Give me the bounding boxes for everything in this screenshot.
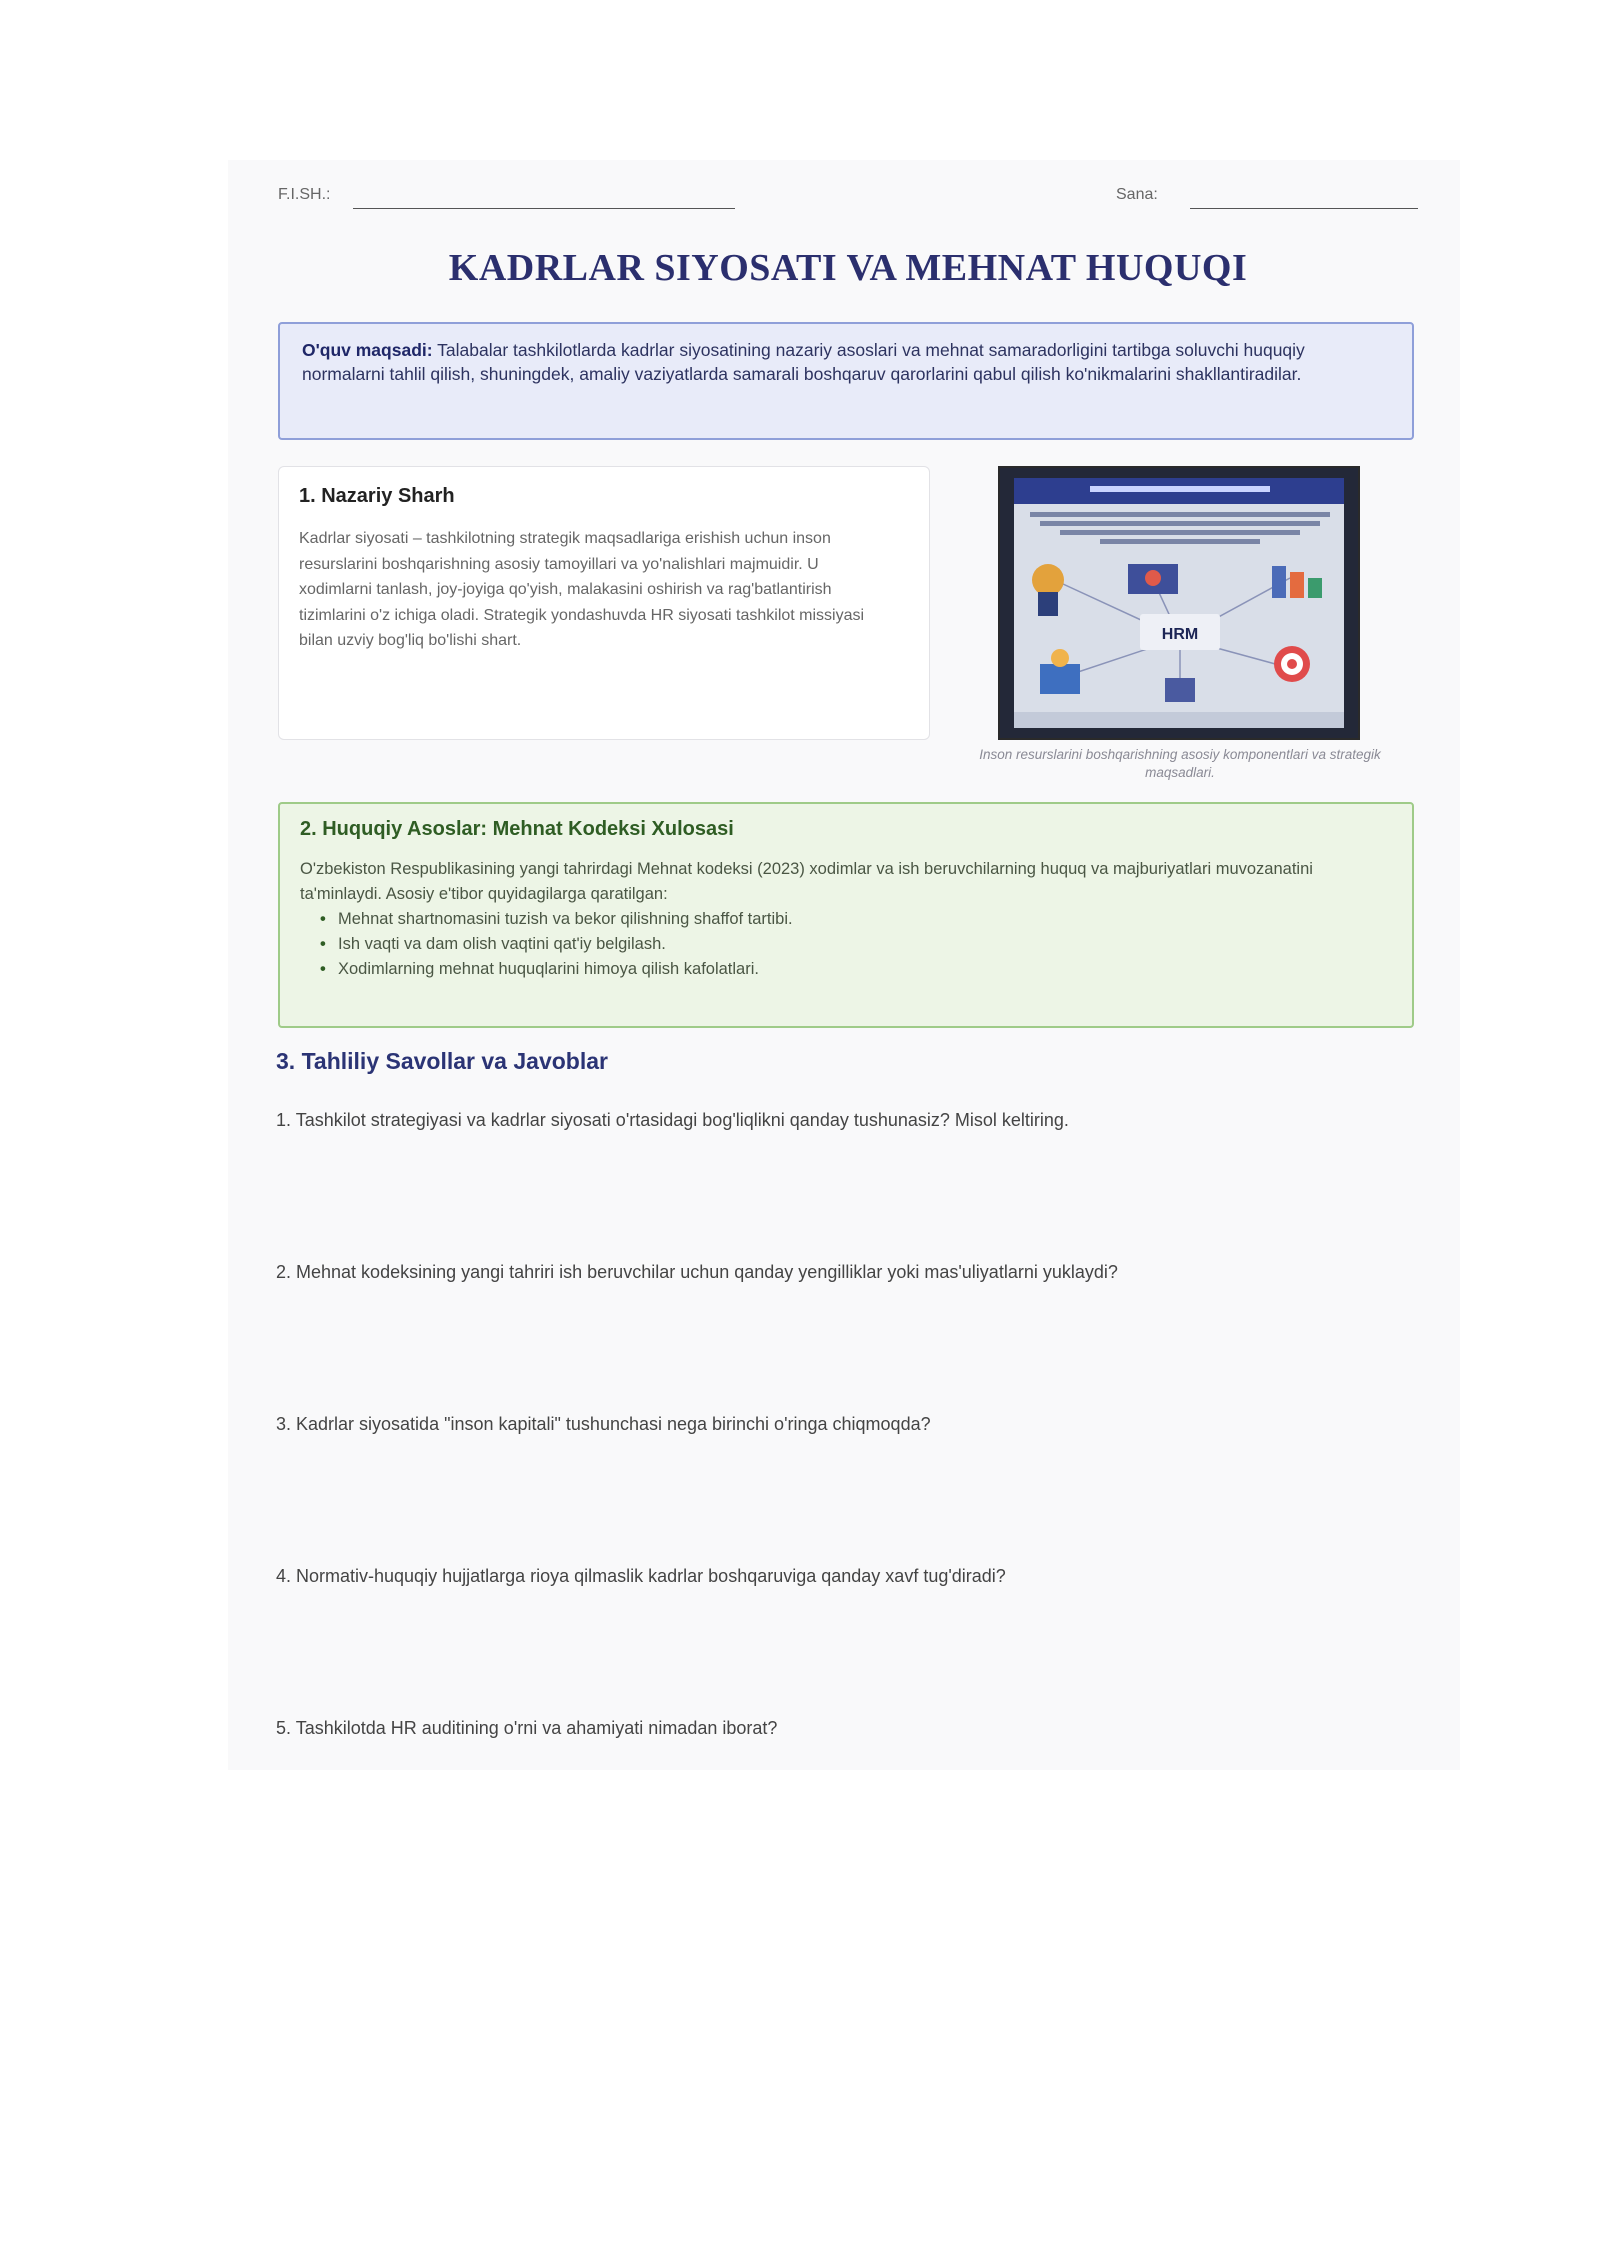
question-3: 3. Kadrlar siyosatida "inson kapitali" tushunchasi nega birinchi o'ringa chiqmoqda?: [276, 1414, 931, 1434]
theory-card: [278, 466, 930, 740]
legal-intro: O'zbekiston Respublikasining yangi tahrirdagi Mehnat kodeksi (2023) xodimlar va ish beruvchilarning huquq va majburiyatlari muvozanatini ta'minlaydi. Asosiy e'tibor quyidagilarga qaratilgan:: [300, 860, 1313, 903]
header-row: [278, 180, 1418, 220]
question-2: 2. Mehnat kodeksining yangi tahriri ish beruvchilar uchun qanday yengilliklar yoki mas'uliyatlarni yuklaydi?: [276, 1262, 1118, 1282]
list-item: • Mehnat shartnomasini tuzish va bekor qilishning shaffof tartibi.: [338, 907, 1392, 932]
hrm-center-label: HRM: [1161, 626, 1199, 643]
hrm-illustration: [998, 466, 1360, 740]
question-4: 4. Normativ-huquqiy hujjatlarga rioya qilmaslik kadrlar boshqaruviga qanday xavf tug'diradi?: [276, 1566, 1006, 1586]
theory-title: 1. Nazariy Sharh: [299, 485, 455, 507]
theory-text: Kadrlar siyosati – tashkilotning strategik maqsadlariga erishish uchun inson resurslarini boshqarishning asosiy tamoyillari va yo'nalishlari majmuidir. U xodimlarni tanlash, joy-joyiga qo'yish, malakasini oshirish va rag'batlantirish tizimlarini o'z ichiga oladi. Strategik yondashuvda HR siyosati tashkilot missiyasi bilan uzviy bog'liq bo'lishi shart.: [299, 530, 865, 649]
legal-title: 2. Huquqiy Asoslar: Mehnat Kodeksi Xulosasi: [300, 818, 734, 840]
objective-text: Talabalar tashkilotlarda kadrlar siyosatining nazariy asoslari va mehnat samaradorligini tartibga soluvchi huquqiy normalarni tahlil qilish, shuningdek, amaliy vaziyatlarda samarali boshqaruv qarorlarini qabul qilish ko'nikmalarini shakllantiradilar.: [302, 340, 1305, 384]
objective-label: O'quv maqsadi:: [302, 340, 433, 360]
date-label: Sana:: [1116, 186, 1158, 203]
name-line: [353, 208, 735, 209]
qa-heading: 3. Tahliliy Savollar va Javoblar: [276, 1048, 608, 1074]
list-item: • Ish vaqti va dam olish vaqtini qat'iy belgilash.: [338, 932, 1392, 957]
legal-box: [278, 802, 1414, 1028]
question-1: 1. Tashkilot strategiyasi va kadrlar siyosati o'rtasidagi bog'liqlikni qanday tushunasiz? Misol keltiring.: [276, 1110, 1069, 1130]
question-5: 5. Tashkilotda HR auditining o'rni va ahamiyati nimadan iborat?: [276, 1718, 778, 1738]
list-item: • Xodimlarning mehnat huquqlarini himoya qilish kafolatlari.: [338, 957, 1392, 982]
legal-list: [300, 907, 1392, 982]
name-label: F.I.SH.:: [278, 186, 331, 203]
figure-caption: Inson resurslarini boshqarishning asosiy komponentlari va strategik maqsadlari.: [979, 747, 1381, 780]
date-line: [1190, 208, 1418, 209]
page-title: KADRLAR SIYOSATI VA MEHNAT HUQUQI: [448, 247, 1248, 289]
objective-box: [278, 322, 1414, 440]
